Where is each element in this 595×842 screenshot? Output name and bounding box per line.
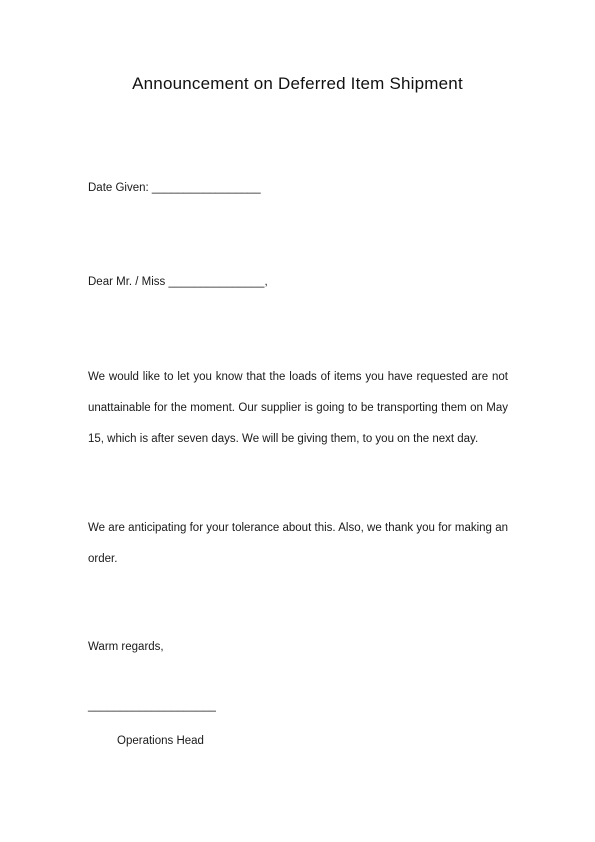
signature-line: ____________________ — [88, 700, 216, 712]
date-given-line: Date Given: _________________ — [88, 182, 261, 194]
signer-title: Operations Head — [117, 735, 204, 747]
closing-line: Warm regards, — [88, 641, 164, 653]
body-paragraph: We are anticipating for your tolerance about this. Also, we thank you for making an order. — [88, 522, 508, 565]
salutation-line: Dear Mr. / Miss _______________, — [88, 276, 268, 288]
body-paragraph: We would like to let you know that the loads of items you have requested are not unattainable for the moment. Our supplier is going to be transporting them on May 15, which is after seven days. We will be giving them, to you on the next day. — [88, 371, 508, 445]
document-title: Announcement on Deferred Item Shipment — [132, 74, 463, 93]
